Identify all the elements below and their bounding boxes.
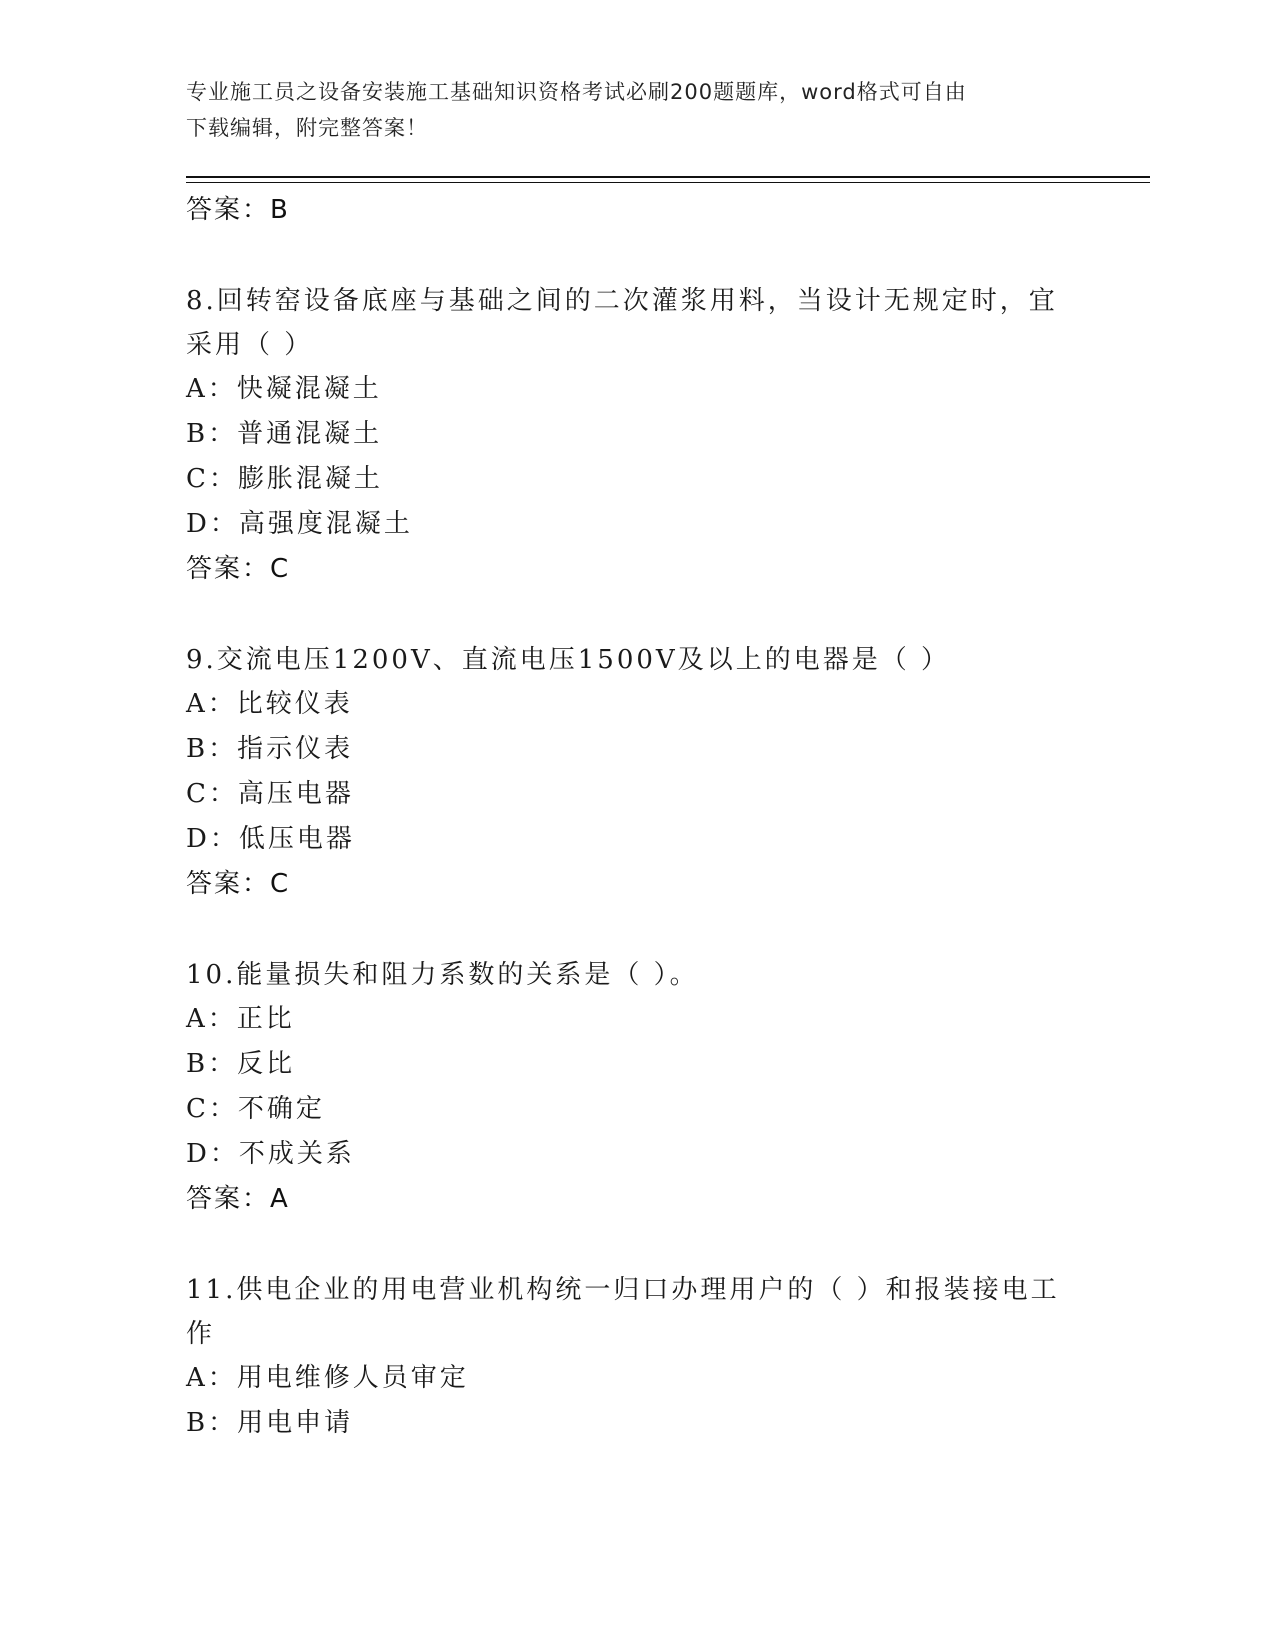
header-divider-thin (186, 182, 1150, 183)
header-line-2: 下载编辑，附完整答案！ (186, 116, 428, 140)
option-d: D：高强度混凝土 (186, 509, 413, 539)
option-a: A：用电维修人员审定 (186, 1363, 469, 1393)
question-8 (186, 279, 1086, 592)
option-d: D：不成关系 (186, 1139, 355, 1169)
previous-answer: 答案：B (186, 195, 290, 225)
option-c: C：膨胀混凝土 (186, 464, 383, 494)
page-header (186, 74, 1066, 146)
option-b: B：指示仪表 (186, 734, 354, 764)
answer: 答案：C (186, 869, 291, 899)
answer: 答案：C (186, 554, 291, 584)
option-a: A：比较仪表 (186, 689, 353, 719)
option-b: B：普通混凝土 (186, 419, 383, 449)
option-a: A：正比 (186, 1004, 295, 1034)
question-stem-continued: 采用（ ） (186, 330, 314, 360)
header-divider-thick (186, 176, 1150, 178)
question-stem: 10.能量损失和阻力系数的关系是（ ）。 (186, 960, 699, 990)
option-c: C：高压电器 (186, 779, 354, 809)
question-11 (186, 1268, 1086, 1446)
question-stem: 11.供电企业的用电营业机构统一归口办理用户的（ ）和报装接电工 (186, 1275, 1060, 1305)
option-d: D：低压电器 (186, 824, 355, 854)
option-b: B：反比 (186, 1049, 296, 1079)
question-10 (186, 953, 1086, 1222)
answer: 答案：A (186, 1184, 290, 1214)
question-stem-continued: 作 (186, 1319, 216, 1349)
option-c: C：不确定 (186, 1094, 325, 1124)
option-a: A：快凝混凝土 (186, 374, 382, 404)
document-body (186, 188, 1086, 1446)
header-line-1: 专业施工员之设备安装施工基础知识资格考试必刷200题题库，word格式可自由 (186, 80, 967, 104)
option-b: B：用电申请 (186, 1408, 354, 1438)
question-stem: 9.交流电压1200V、直流电压1500V及以上的电器是（ ） (186, 645, 950, 675)
question-stem: 8.回转窑设备底座与基础之间的二次灌浆用料，当设计无规定时，宜 (186, 286, 1058, 316)
question-9 (186, 638, 1086, 907)
